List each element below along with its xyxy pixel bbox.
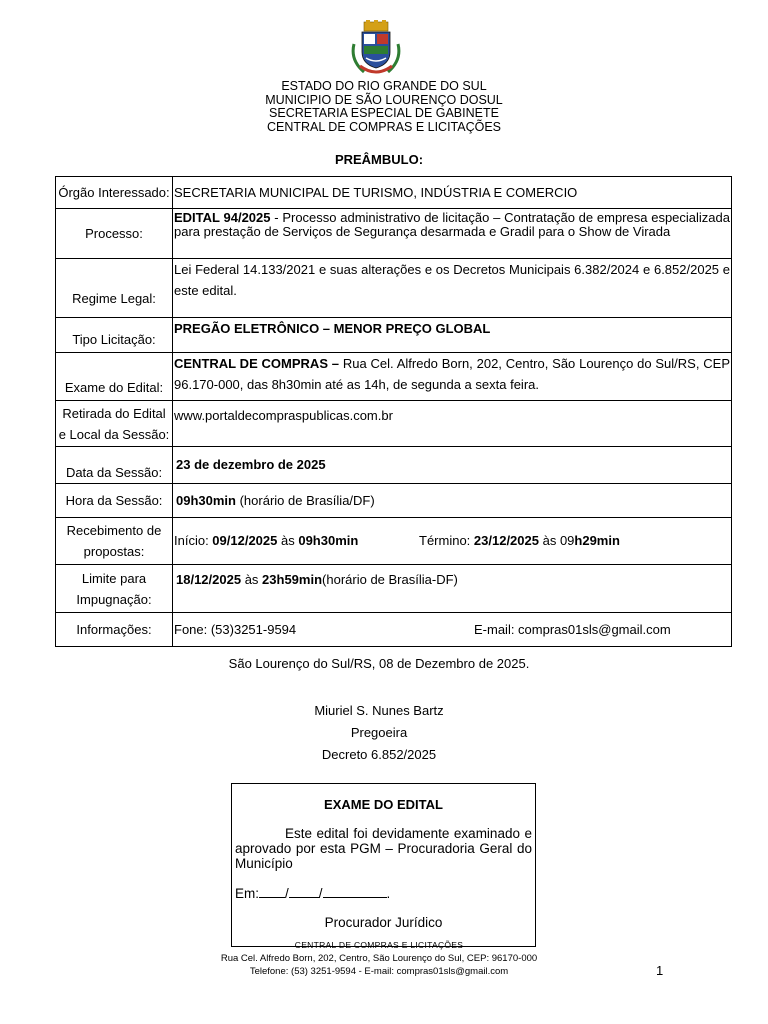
header-municipality: MUNICIPIO DE SÃO LOURENÇO DOSUL (265, 92, 503, 107)
footer-contact: Telefone: (53) 3251-9594 - E-mail: compras01sls@gmail.com (249, 966, 509, 977)
exam-month-blank (289, 885, 319, 898)
termino-as: às 09 (538, 533, 575, 548)
data-value (173, 447, 732, 484)
table-row-limite (56, 565, 732, 613)
hora-timezone: (horário de Brasília/DF) (235, 492, 375, 508)
recebimento-inicio (174, 534, 419, 548)
informacoes-email: E-mail: compras01sls@gmail.com (474, 621, 671, 637)
retirada-label-line1: Retirada do Edital (62, 405, 166, 421)
limite-time: 23h59min (262, 572, 323, 587)
processo-description: - Processo administrativo de licitação – Contratação de empresa especializada para prestação de Serviços de Segurança desarmada e Gradil para o Show de Virada (174, 210, 730, 239)
recebimento-label-line2: propostas: (83, 544, 145, 559)
termino-time: h29min (574, 533, 620, 548)
regime-label: Regime Legal: (56, 259, 173, 318)
signer-decree: Decreto 6.852/2025 (321, 747, 437, 762)
orgao-value: SECRETARIA MUNICIPAL DE TURISMO, INDÚSTRIA E COMERCIO (173, 177, 732, 209)
processo-edital: EDITAL 94/2025 (174, 210, 271, 225)
table-row-informacoes (56, 613, 732, 647)
exam-title: EXAME DO EDITAL (324, 797, 443, 812)
informacoes-value (173, 613, 732, 647)
processo-value (173, 209, 732, 259)
limite-label-line2: Impugnação: (76, 591, 152, 607)
recebimento-value (173, 518, 732, 565)
exame-label: Exame do Edital: (56, 353, 173, 401)
limite-date: 18/12/2025 (176, 572, 242, 587)
limite-label-line1: Limite para (81, 570, 147, 586)
limite-as: às (241, 572, 263, 587)
hora-label: Hora da Sessão: (56, 484, 173, 518)
regime-value: Lei Federal 14.133/2021 e suas alterações e os Decretos Municipais 6.382/2024 e 6.852/2025 e este edital. (173, 259, 732, 318)
exame-value (173, 353, 732, 401)
table-row-processo (56, 209, 732, 259)
footer-address: Rua Cel. Alfredo Born, 202, Centro, São Lourenço do Sul, CEP: 96170-000 (220, 953, 538, 964)
page-number: 1 (656, 963, 664, 978)
inicio-prefix: Início: (174, 533, 213, 548)
exam-signer: Procurador Jurídico (324, 915, 443, 930)
processo-label: Processo: (56, 209, 173, 259)
place-date: São Lourenço do Sul/RS, 08 de Dezembro de 2025. (228, 656, 530, 671)
limite-timezone: (horário de Brasília-DF) (322, 572, 458, 587)
footer-department: CENTRAL DE COMPRAS E LICITAÇÕES (294, 940, 464, 950)
page-footer (0, 939, 758, 978)
informacoes-fone: Fone: (53)3251-9594 (174, 621, 297, 637)
table-row-tipo (56, 318, 732, 353)
limite-value (173, 565, 732, 613)
signer-role: Pregoeira (350, 725, 408, 740)
hora-value (173, 484, 732, 518)
retirada-label (56, 401, 173, 447)
signer-name: Miuriel S. Nunes Bartz (314, 703, 444, 718)
table-row-orgao (56, 177, 732, 209)
table-row-exame (56, 353, 732, 401)
table-row-regime (56, 259, 732, 318)
retirada-label-line2: e Local da Sessão: (58, 426, 170, 442)
termino-date: 23/12/2025 (473, 533, 539, 548)
informacoes-label: Informações: (56, 613, 173, 647)
exame-address: Rua Cel. Alfredo Born, 202, Centro, São Lourenço do Sul/RS, CEP 96.170-000, das 8h30min até as 14h, de segunda a sexta feira. (174, 356, 730, 392)
preambulo-table (55, 176, 732, 647)
exam-text: Este edital foi devidamente examinado e aprovado por esta PGM – Procuradoria Geral do Município (235, 826, 532, 871)
preambulo-title: PREÂMBULO: (334, 152, 424, 167)
inicio-time: 09h30min (298, 533, 359, 548)
limite-label (56, 565, 173, 613)
header-secretariat: SECRETARIA ESPECIAL DE GABINETE (269, 106, 499, 120)
exam-slash-2: / (318, 886, 323, 901)
signature-block (0, 700, 758, 766)
termino-prefix: Término: (419, 533, 474, 548)
exam-day-blank (259, 885, 285, 898)
exam-box (231, 783, 536, 947)
exam-period: . (386, 886, 391, 901)
inicio-as: às (277, 533, 299, 548)
tipo-label: Tipo Licitação: (56, 318, 173, 353)
exam-year-blank (323, 885, 387, 898)
recebimento-termino (419, 533, 620, 548)
hora-time: 09h30min (176, 492, 236, 508)
exam-slash-1: / (285, 886, 289, 901)
table-row-hora (56, 484, 732, 518)
recebimento-label-line1: Recebimento de (66, 523, 162, 538)
table-row-recebimento (56, 518, 732, 565)
data-value-text: 23 de dezembro de 2025 (176, 457, 326, 472)
exame-central: CENTRAL DE COMPRAS – (174, 356, 340, 371)
inicio-date: 09/12/2025 (212, 533, 278, 548)
header-state: ESTADO DO RIO GRANDE DO SUL (281, 79, 487, 93)
tipo-value-text: PREGÃO ELETRÔNICO – MENOR PREÇO GLOBAL (174, 321, 491, 336)
header-department: CENTRAL DE COMPRAS E LICITAÇÕES (266, 119, 502, 134)
exam-date-prefix: Em: (235, 886, 260, 901)
exam-date-line (235, 885, 532, 901)
table-row-retirada (56, 401, 732, 447)
tipo-value (173, 318, 732, 353)
orgao-label: Órgão Interessado: (56, 177, 173, 209)
document-header (0, 80, 768, 134)
retirada-value: www.portaldecompraspublicas.com.br (173, 401, 732, 447)
recebimento-label (56, 518, 173, 565)
table-row-data (56, 447, 732, 484)
data-label: Data da Sessão: (56, 447, 173, 484)
municipal-crest-icon (350, 20, 402, 78)
